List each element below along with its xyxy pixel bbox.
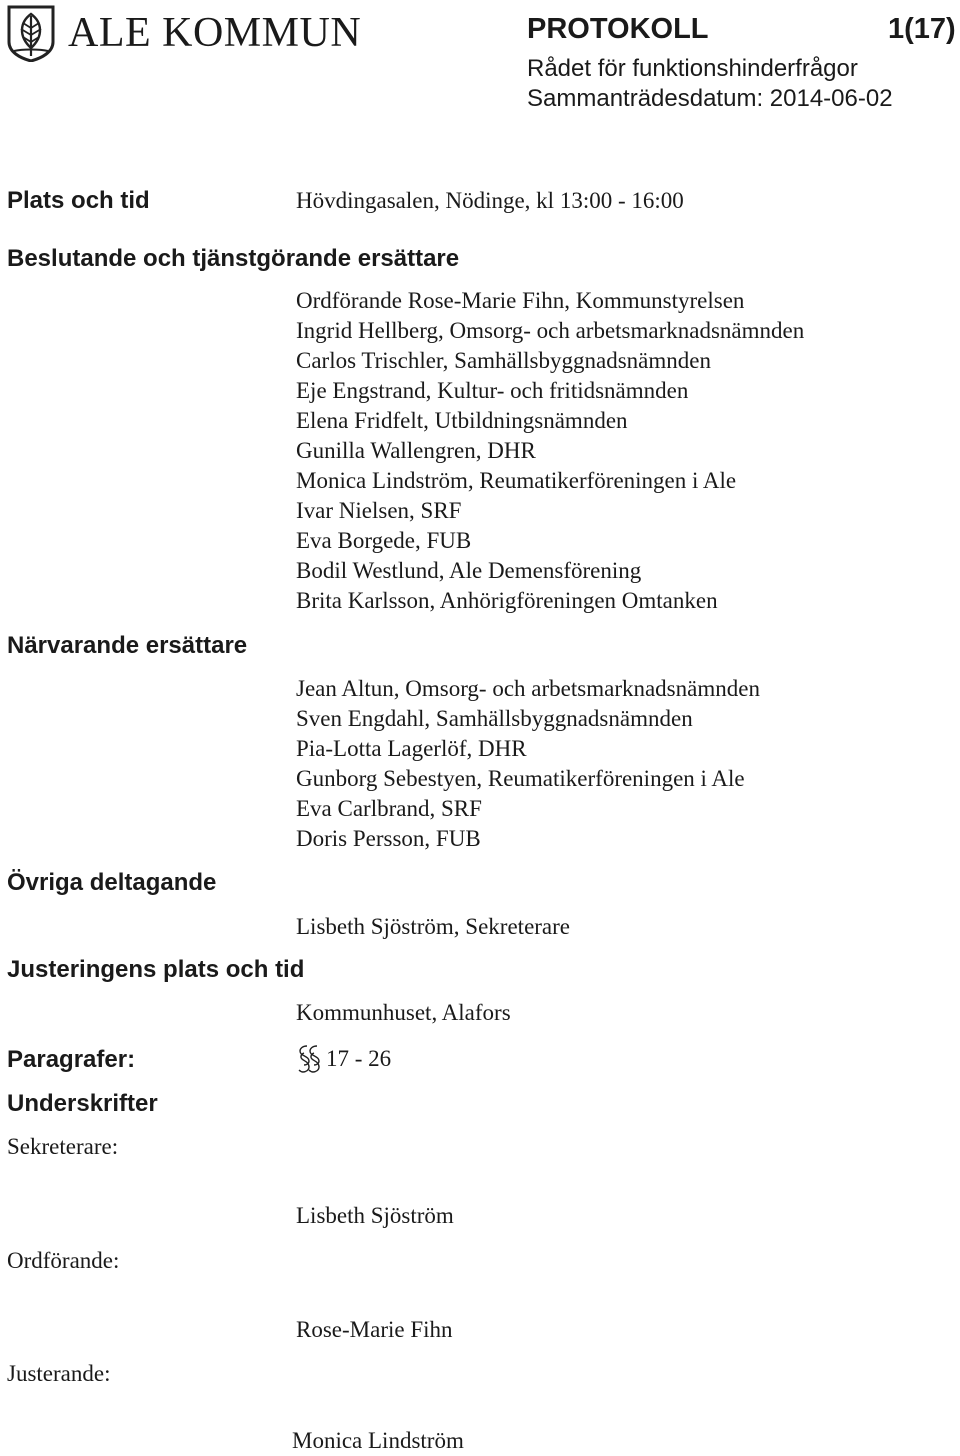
document-type: PROTOKOLL [527,13,709,45]
list-item: Gunborg Sebestyen, Reumatikerföreningen i Ale [296,766,745,791]
members-list [296,286,804,616]
list-item: Gunilla Wallengren, DHR [296,438,536,463]
list-item: Jean Altun, Omsorg- och arbetsmarknadsnämnden [296,676,760,701]
place-time-value: Hövdingasalen, Nödinge, kl 13:00 - 16:00 [296,188,684,213]
list-item: Ivar Nielsen, SRF [296,498,462,523]
list-item: Doris Persson, FUB [296,826,481,851]
meeting-date: Sammanträdesdatum: 2014-06-02 [527,85,893,112]
list-item: Eva Borgede, FUB [296,528,472,553]
others-label: Övriga deltagande [7,869,217,896]
council-name: Rådet för funktionshinderfrågor [527,55,858,82]
signatures-label: Underskrifter [7,1090,158,1117]
adjuster-label: Justerande: [7,1361,111,1386]
organization-name: ALE KOMMUN [68,10,362,56]
paragraphs-label: Paragrafer: [7,1046,136,1073]
list-item: Elena Fridfelt, Utbildningsnämnden [296,408,628,433]
list-item: Ordförande Rose-Marie Fihn, Kommunstyrelsen [296,288,745,313]
place-time-label: Plats och tid [7,187,150,214]
chair-label: Ordförande: [7,1248,120,1273]
list-item: Brita Karlsson, Anhörigföreningen Omtanken [296,588,718,613]
adjustment-label: Justeringens plats och tid [7,956,305,983]
adjuster-name: Monica Lindström [292,1428,464,1453]
substitutes-label: Närvarande ersättare [7,632,248,659]
secretary-label: Sekreterare: [7,1134,119,1159]
secretary-name: Lisbeth Sjöström [296,1203,454,1228]
list-item: Sven Engdahl, Samhällsbyggnadsnämnden [296,706,693,731]
adjustment-value: Kommunhuset, Alafors [296,1000,511,1025]
members-label: Beslutande och tjänstgörande ersättare [7,245,460,272]
list-item: Eje Engstrand, Kultur- och fritidsnämnden [296,378,689,403]
substitutes-list [296,674,760,854]
list-item: Bodil Westlund, Ale Demensförening [296,558,642,583]
chair-name: Rose-Marie Fihn [296,1317,453,1342]
list-item: Monica Lindström, Reumatikerföreningen i Ale [296,468,737,493]
section-sign-icon [298,1044,320,1074]
list-item: Carlos Trischler, Samhällsbyggnadsnämnden [296,348,711,373]
list-item: Ingrid Hellberg, Omsorg- och arbetsmarknadsnämnden [296,318,805,343]
leaf-emblem-icon [6,4,56,62]
list-item: Eva Carlbrand, SRF [296,796,482,821]
page-number: 1(17) [888,13,956,45]
paragraphs-value: 17 - 26 [326,1046,392,1071]
others-value: Lisbeth Sjöström, Sekreterare [296,914,571,939]
list-item: Pia-Lotta Lagerlöf, DHR [296,736,527,761]
